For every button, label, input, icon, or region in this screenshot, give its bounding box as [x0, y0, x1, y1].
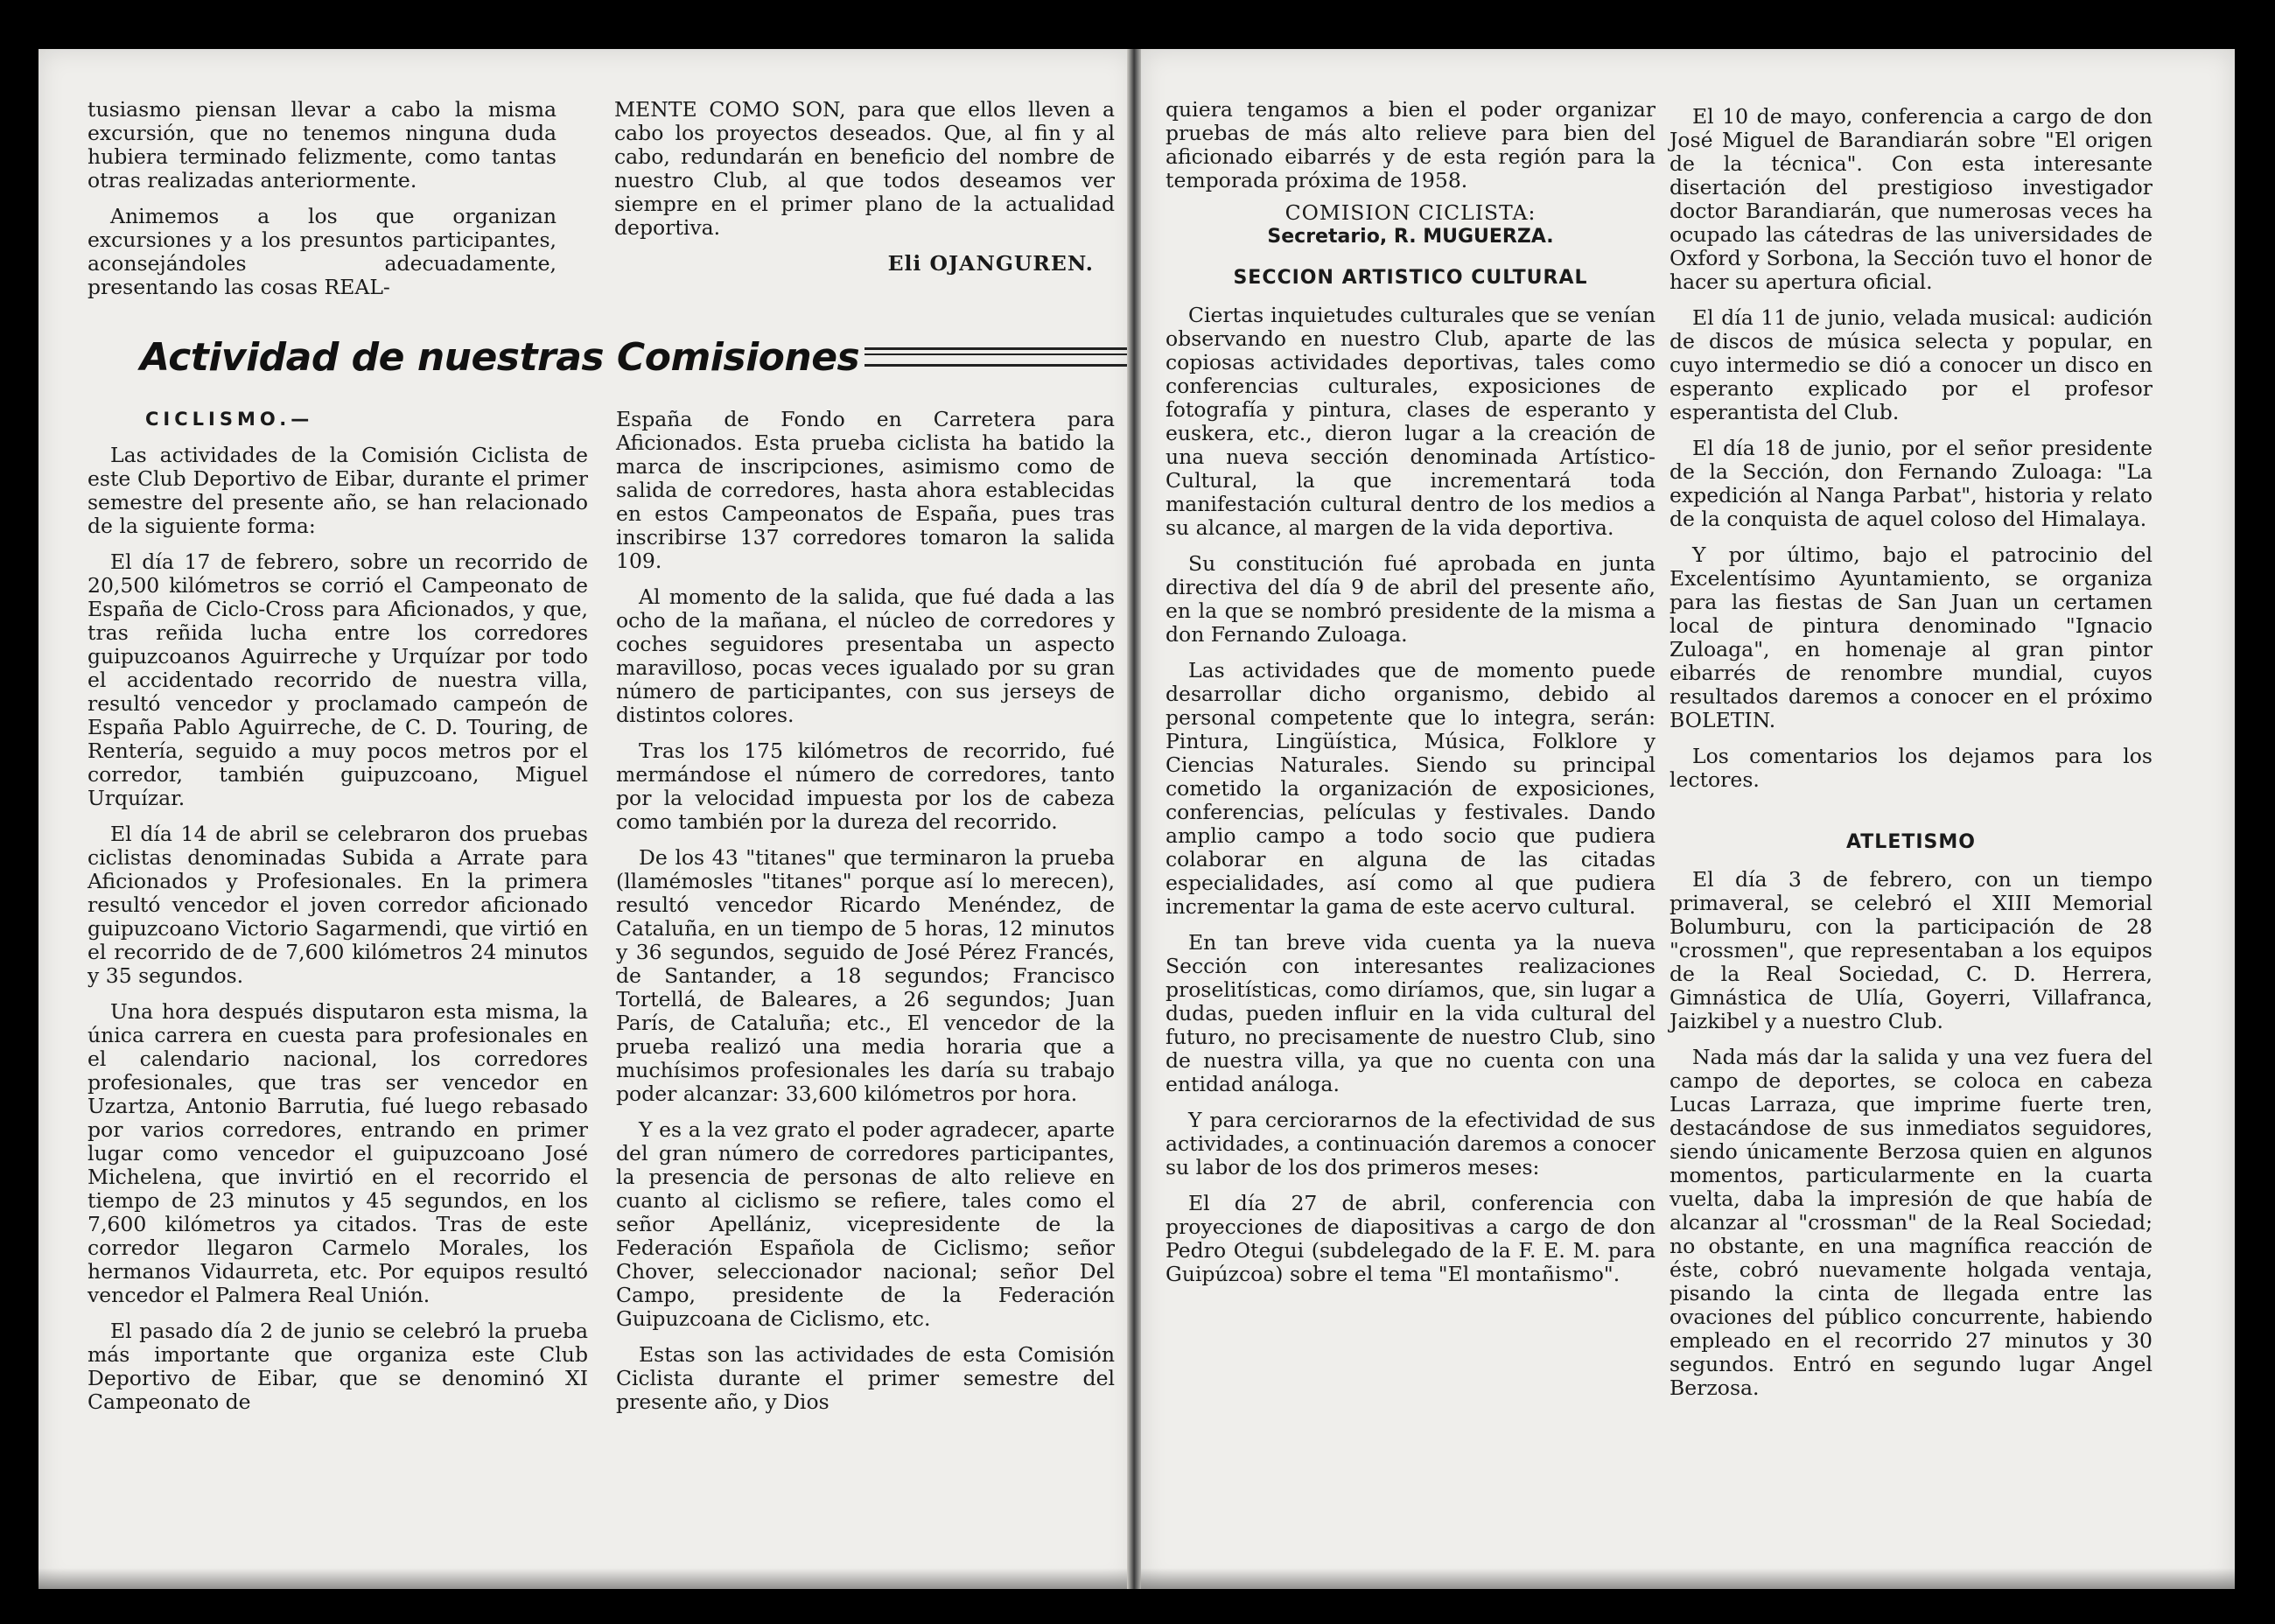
paragraph: Y por último, bajo el patrocinio del Excelentísimo Ayuntamiento, se organiza para las fiestas de San Juan un certamen local de pintura denominado "Ignacio Zuloaga", en homenaje al gran pintor eibarrés de renombre mundial, cuyos resultados daremos a conocer en el próximo BOLETIN.	[1670, 542, 2152, 732]
paragraph: El día 3 de febrero, con un tiempo primaveral, se celebró el XIII Memorial Bolumburu, con la participación de 28 "crossmen", que representaban a los equipos de la Real Sociedad, C. D. Herrera, Gimnástica de Ulía, Goyerri, Villafranca, Jaizkibel y a nuestro Club.	[1670, 867, 2152, 1033]
paragraph: El día 17 de febrero, sobre un recorrido de 20,500 kilómetros se corrió el Campeonato de España de Ciclo-Cross para Aficionados, y que, tras reñida lucha entre los corredores guipuzcoanos Aguirreche y Urquízar por todo el accidentado recorrido de nuestra villa, resultó vencedor y proclamado campeón de España Pablo Aguirreche, de C. D. Touring, de Rentería, seguido a muy pocos metros por el corredor, también guipuzcoano, Miguel Urquízar.	[88, 550, 588, 810]
page-edge-shadow	[1141, 1568, 2235, 1589]
paragraph: quiera tengamos a bien el poder organizar pruebas de más alto relieve para bien del aficionado eibarrés y de esta región para la temporada próxima de 1958.	[1166, 97, 1656, 192]
paragraph: Animemos a los que organizan excursiones y a los presuntos participantes, aconsejándoles adecuadamente, presentando las cosas REAL-	[88, 204, 556, 299]
paragraph: Las actividades que de momento puede desarrollar dicho organismo, debido al personal competente que lo integra, serán: Pintura, Lingüística, Música, Folklore y Ciencias Naturales. Siendo su principal cometido la organización de exposiciones, conferencias, películas y festivales. Dando amplio campo a todo socio que pudiera colaborar en alguna de las citadas especialidades, así como al que pudiera incrementar la gama de este acervo cultural.	[1166, 658, 1656, 919]
right-page	[1141, 49, 2235, 1589]
section-title-ciclismo: CICLISMO.—	[145, 409, 314, 430]
right-column-1	[1166, 98, 1656, 1298]
paragraph: De los 43 "titanes" que terminaron la prueba (llamémosles "titanes" porque así lo merecen), resultó vencedor Ricardo Menéndez, de Cataluña, en un tiempo de 5 horas, 12 minutos y 36 segundos, seguido de José Pérez Francés, de Santander, a 18 segundos; Francisco Tortellá, de Baleares, a 26 segundos; Juan París, de Cataluña; etc., El vencedor de la prueba realizó una media horaria que a muchísimos profesionales les daría su trabajo poder alcanzar: 33,600 kilómetros por hora.	[616, 845, 1115, 1106]
paragraph: Al momento de la salida, que fué dada a las ocho de la mañana, el núcleo de corredores y coches seguidores presentaba un aspecto maravilloso, pocas veces igualado por su gran número de participantes, con sus jerseys de distintos colores.	[616, 584, 1115, 727]
paragraph: En tan breve vida cuenta ya la nueva Sección con interesantes realizaciones proselitísticas, como diríamos, que, sin lugar a dudas, pueden influir en la vida cultural del futuro, no precisamente de nuestro Club, sino de nuestra villa, ya que no cuenta con una entidad análoga.	[1166, 930, 1656, 1096]
paragraph: Los comentarios los dejamos para los lectores.	[1670, 744, 2152, 792]
left-column-2-top	[614, 98, 1115, 276]
paragraph: El pasado día 2 de junio se celebró la prueba más importante que organiza este Club Deportivo de Eibar, que se denominó XI Campeonato de	[88, 1319, 588, 1414]
author-signature: Eli OJANGUREN.	[887, 251, 1094, 276]
left-column-1-top	[88, 98, 556, 312]
paragraph: Nada más dar la salida y una vez fuera del campo de deportes, se coloca en cabeza Lucas Larraza, que imprime fuerte tren, destacándose de sus inmediatos seguidores, siendo únicamente Berzosa quien en algunos momentos, particularmente en la cuarta vuelta, daba la impresión de que había de alcanzar al "crossman" de la Real Sociedad; no obstante, en una magnífica reacción de éste, cobró nuevamente holgada ventaja, pisando la cinta de llegada entre las ovaciones del público concurrente, habiendo empleado en el recorrido 27 minutos y 30 segundos. Entró en segundo lugar Angel Berzosa.	[1670, 1045, 2152, 1400]
paragraph: El día 14 de abril se celebraron dos pruebas ciclistas denominadas Subida a Arrate para Aficionados y Profesionales. En la primera resultó vencedor el joven corredor aficionado guipuzcoano Victorio Sagarmendi, que virtió en el recorrido de de 7,600 kilómetros 24 minutos y 35 segundos.	[88, 822, 588, 988]
paragraph: Estas son las actividades de esta Comisión Ciclista durante el primer semestre del presente año, y Dios	[616, 1342, 1115, 1414]
paragraph: El día 18 de junio, por el señor presidente de la Sección, don Fernando Zuloaga: "La expedición al Nanga Parbat", historia y relato de la conquista de aquel coloso del Himalaya.	[1670, 436, 2152, 531]
paragraph: España de Fondo en Carretera para Aficionados. Esta prueba ciclista ha batido la marca de inscripciones, asimismo como de salida de corredores, hasta ahora establecidas en estos Campeonatos de España, pues tras inscribirse 137 corredores tomaron la salida 109.	[616, 407, 1115, 573]
paragraph: tusiasmo piensan llevar a cabo la misma excursión, que no tenemos ninguna duda hubiera terminado felizmente, como tantas otras realizadas anteriormente.	[88, 97, 556, 192]
paragraph: Su constitución fué aprobada en junta directiva del día 9 de abril del presente año, en la que se nombró presidente de la misma a don Fernando Zuloaga.	[1166, 551, 1656, 647]
paragraph: Las actividades de la Comisión Ciclista de este Club Deportivo de Eibar, durante el primer semestre del presente año, se han relacionado de la siguiente forma:	[88, 443, 588, 538]
right-column-2	[1670, 105, 2152, 1412]
paragraph: Y para cerciorarnos de la efectividad de sus actividades, a continuación daremos a conocer su labor de los dos primeros meses:	[1166, 1108, 1656, 1180]
page-edge-shadow	[38, 1568, 1134, 1589]
paragraph: El 10 de mayo, conferencia a cargo de don José Miguel de Barandiarán sobre "El origen de la técnica". Con esta interesante disertación del prestigioso investigador doctor Barandiarán, que numerosas veces ha ocupado las cátedras de las universidades de Oxford y Sorbona, la Sección tuvo el honor de hacer su apertura oficial.	[1670, 104, 2152, 294]
headline-rule	[864, 347, 1134, 367]
headline-title: Actividad de nuestras Comisiones	[140, 334, 860, 380]
section-title-atletismo: ATLETISMO	[1845, 831, 1976, 853]
comision-label: COMISION CICLISTA:	[1284, 200, 1536, 225]
paragraph: El día 27 de abril, conferencia con proyecciones de diapositivas a cargo de don Pedro Otegui (subdelegado de la F. E. M. para Guipúzcoa) sobre el tema "El montañismo".	[1166, 1191, 1656, 1286]
paragraph: MENTE COMO SON, para que ellos lleven a cabo los proyectos deseados. Que, al fin y al cabo, redundarán en beneficio del nombre de nuestro Club, al que todos deseamos ver siempre en el primer plano de la actualidad deportiva.	[614, 97, 1115, 240]
section-title-cultural: SECCION ARTISTICO CULTURAL	[1233, 267, 1588, 289]
secretario-signature: Secretario, R. MUGUERZA.	[1267, 226, 1554, 248]
paragraph: Y es a la vez grato el poder agradecer, aparte del gran número de corredores participantes, la presencia de personas de alto relieve en cuanto al ciclismo se refiere, tales como el señor Apellániz, vicepresidente de la Federación Española de Ciclismo; señor Chover, seleccionador nacional; señor Del Campo, presidente de la Federación Guipuzcoana de Ciclismo, etc.	[616, 1117, 1115, 1331]
left-page	[38, 49, 1134, 1589]
left-column-1-main	[88, 408, 588, 1426]
paragraph: Tras los 175 kilómetros de recorrido, fué mermándose el número de corredores, tanto por la velocidad impuesta por los de cabeza como también por la dureza del recorrido.	[616, 738, 1115, 834]
paragraph: Ciertas inquietudes culturales que se venían observando en nuestro Club, aparte de las copiosas actividades deportivas, tales como conferencias culturales, exposiciones de fotografía y pintura, clases de esperanto y euskera, etc., dieron lugar a la creación de una nueva sección denominada Artístico-Cultural, la que incrementará toda manifestación cultural dentro de los medios a su alcance, al margen de la vida deportiva.	[1166, 303, 1656, 540]
headline	[140, 326, 1134, 388]
paragraph: Una hora después disputaron esta misma, la única carrera en cuesta para profesionales en el calendario nacional, los corredores profesionales, que tras ser vencedor en Uzartza, Antonio Barrutia, fué luego rebasado por varios corredores, entrando en primer lugar como vencedor el guipuzcoano José Michelena, que invirtió en el recorrido el tiempo de 23 minutos y 45 segundos, en los 7,600 kilómetros ya citados. Tras de este corredor llegaron Carmelo Morales, los hermanos Vidaurreta, etc. Por equipos resultó vencedor el Palmera Real Unión.	[88, 999, 588, 1307]
paragraph: El día 11 de junio, velada musical: audición de discos de música selecta y popular, en cuyo intermedio se dió a conocer un disco en esperanto explicado por el profesor esperantista del Club.	[1670, 305, 2152, 424]
left-column-2-main	[616, 408, 1115, 1426]
